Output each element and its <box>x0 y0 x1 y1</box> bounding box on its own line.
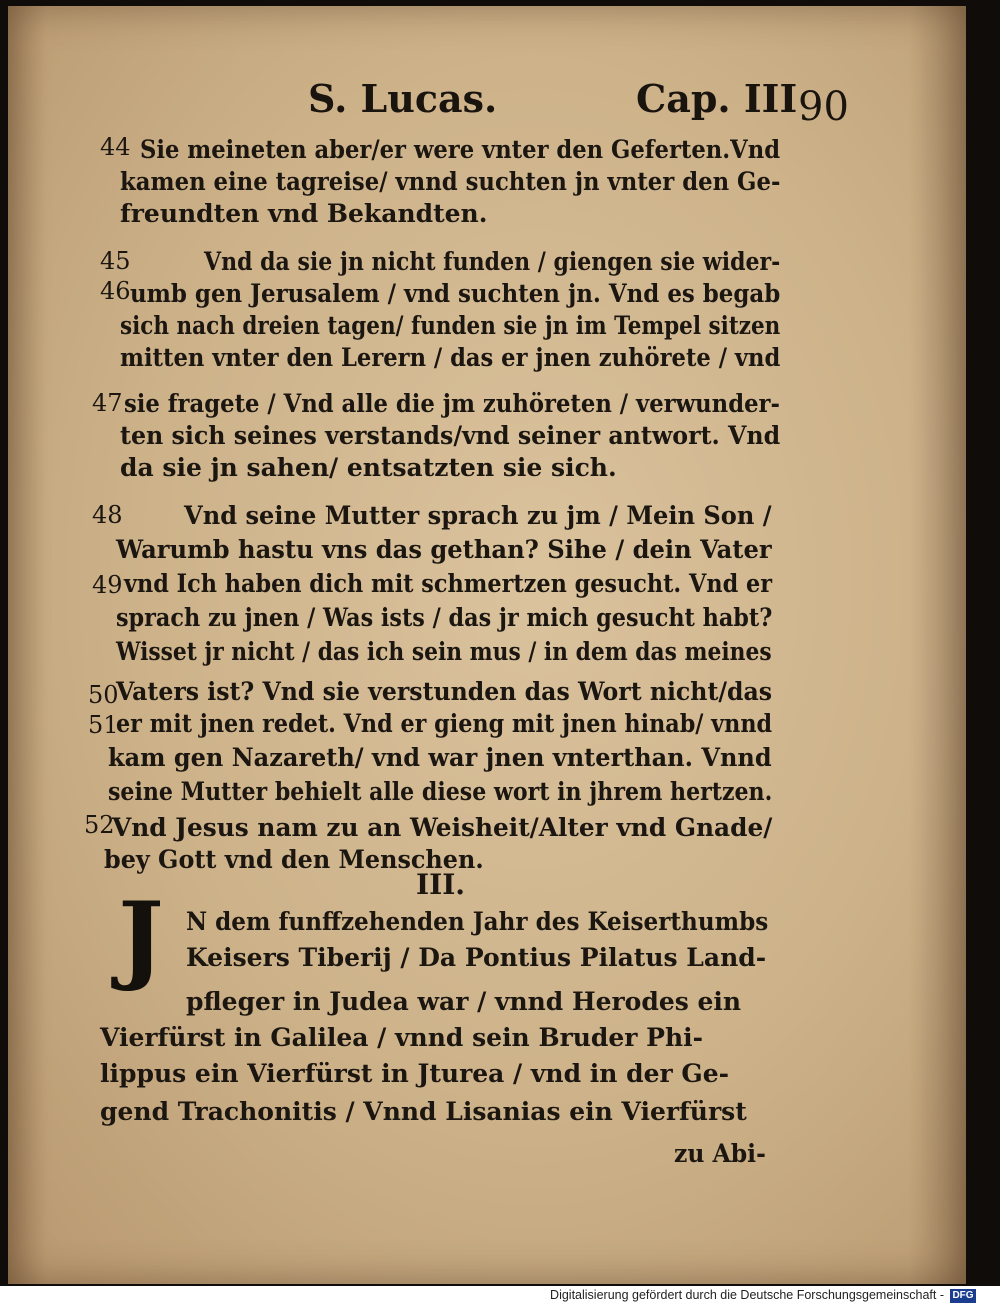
text-line: Vnd Jesus nam zu an Weisheit/Alter vnd Gnade/ <box>112 813 773 842</box>
text-line: seine Mutter behielt alle diese wort in jhrem hertzen. <box>108 777 773 806</box>
verse-number: 44 <box>100 133 131 161</box>
text-line: vnd Ich haben dich mit schmertzen gesucht. Vnd er <box>124 569 772 598</box>
verse-number: 50 <box>88 681 119 709</box>
text-line: kam gen Nazareth/ vnd war jnen vnterthan. Vnnd <box>108 743 772 772</box>
text-line: Wisset jr nicht / das ich sein mus / in dem das meines <box>116 637 772 666</box>
text-line: sich nach dreien tagen/ funden sie jn im Tempel sitzen <box>120 311 781 340</box>
text-line: gend Trachonitis / Vnnd Lisanias ein Vierfürst <box>100 1097 747 1126</box>
text-line: Sie meineten aber/er were vnter den Geferten.Vnd <box>140 135 781 164</box>
text-line: N dem funffzehenden Jahr des Keiserthumbs <box>186 907 769 936</box>
text-line: umb gen Jerusalem / vnd suchten jn. Vnd es begab <box>130 279 781 308</box>
text-line: kamen eine tagreise/ vnnd suchten jn vnter den Ge- <box>120 167 781 196</box>
verse-number: 46 <box>100 277 131 305</box>
text-line: ten sich seines verstands/vnd seiner antwort. Vnd <box>120 421 781 450</box>
drop-initial: J <box>118 881 164 994</box>
verse-number: 49 <box>92 571 123 599</box>
page-number: 90 <box>798 84 849 130</box>
text-line: da sie jn sahen/ entsatzten sie sich. <box>120 453 617 482</box>
text-line: Keisers Tiberij / Da Pontius Pilatus Land- <box>186 943 767 972</box>
running-head-chapter: Cap. III <box>636 76 798 121</box>
footer-bar <box>0 1286 1000 1306</box>
verse-number: 47 <box>92 389 123 417</box>
verse-number: 51 <box>88 711 119 739</box>
text-line: mitten vnter den Lerern / das er jnen zuhörete / vnd <box>120 343 781 372</box>
text-line: lippus ein Vierfürst in Jturea / vnd in der Ge- <box>100 1059 730 1088</box>
text-line: sprach zu jnen / Was ists / das jr mich gesucht habt? <box>116 603 773 632</box>
footer-credit: Digitalisierung gefördert durch die Deutsche Forschungsgemeinschaft - <box>550 1288 944 1302</box>
verse-number: 45 <box>100 247 131 275</box>
text-line: er mit jnen redet. Vnd er gieng mit jnen hinab/ vnnd <box>116 709 773 738</box>
section-heading: III. <box>416 868 466 901</box>
text-line: freundten vnd Bekandten. <box>120 199 488 228</box>
text-line: zu Abi- <box>674 1139 766 1168</box>
dfg-logo: DFG <box>950 1289 976 1303</box>
text-line: Vnd seine Mutter sprach zu jm / Mein Son / <box>184 501 772 530</box>
verse-number: 48 <box>92 501 123 529</box>
running-head-book: S. Lucas. <box>308 76 498 121</box>
text-line: pfleger in Judea war / vnnd Herodes ein <box>186 987 742 1016</box>
book-page <box>8 6 966 1284</box>
text-line: Vnd da sie jn nicht funden / giengen sie wider- <box>204 247 781 276</box>
text-line: Vaters ist? Vnd sie verstunden das Wort nicht/das <box>116 677 773 706</box>
text-line: Warumb hastu vns das gethan? Sihe / dein Vater <box>116 535 772 564</box>
text-line: sie fragete / Vnd alle die jm zuhöreten / verwunder- <box>124 389 780 418</box>
verse-number: 52 <box>84 811 115 839</box>
text-line: Vierfürst in Galilea / vnnd sein Bruder Phi- <box>100 1023 704 1052</box>
text-line: bey Gott vnd den Menschen. <box>104 845 484 874</box>
